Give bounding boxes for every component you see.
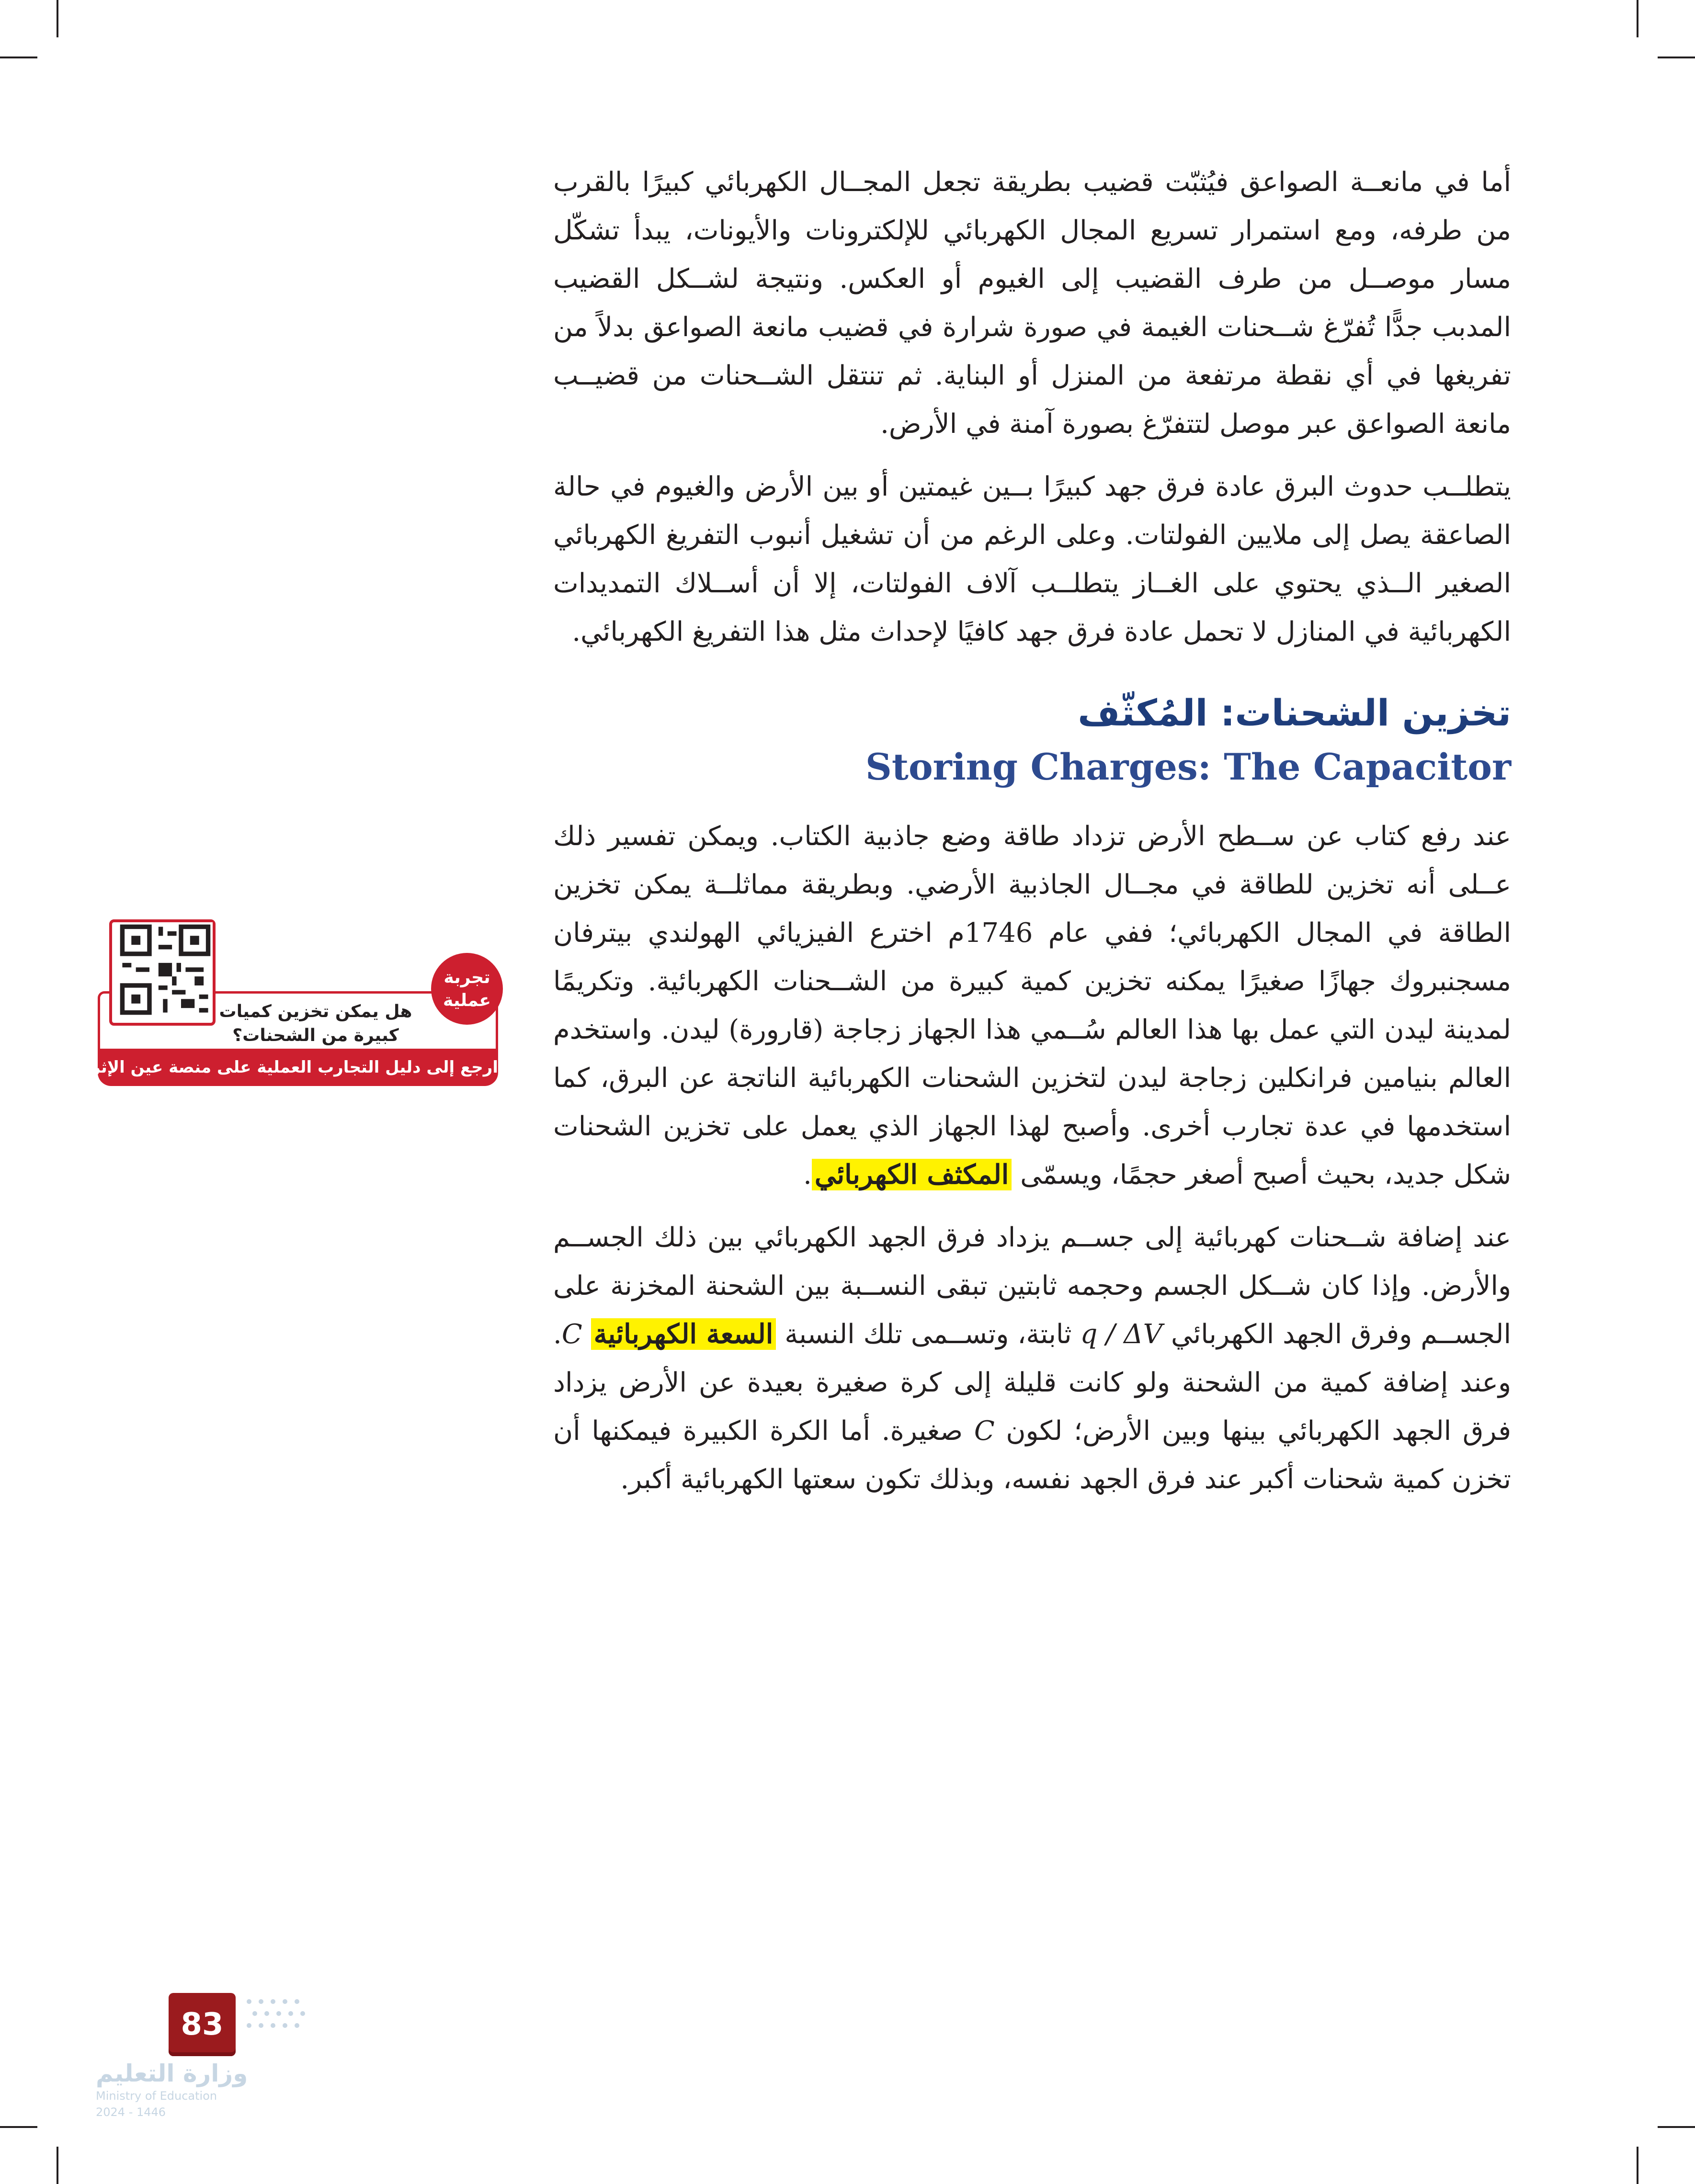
paragraph-capacitance (553, 1213, 1511, 1504)
capacitance-text-4: صغيرة. أما الكرة الكبيرة فيمكنها أن تخزن كمية شحنات أكبر عند فرق الجهد نفسه، وبذلك تكون سعتها الكهربائية أكبر. (553, 1415, 1511, 1495)
lab-footer-link[interactable]: ارجع إلى دليل التجارب العملية على منصة عين الإثرائية (98, 1049, 498, 1086)
symbol-c: C (561, 1319, 582, 1350)
ministry-year: 2024 - 1446 (96, 2105, 166, 2119)
capacitance-text-3: . وعند إضافة كمية من الشحنة ولو كانت قليلة إلى كرة صغيرة بعيدة عن الأرض يزداد فرق الجهد الكهربائي بينها وبين الأرض؛ لكون (553, 1319, 1512, 1447)
ministry-name-ar: وزارة التعليم (96, 2060, 248, 2087)
capacitance-text-2: ثابتة، وتســمى تلك النسبة (785, 1319, 1072, 1350)
crop-mark (1637, 2147, 1638, 2184)
page-number: 83 (169, 1993, 236, 2056)
ministry-dots-icon (239, 1992, 321, 2045)
lab-badge: تجربة عملية (431, 953, 503, 1025)
crop-mark (0, 57, 37, 58)
crop-mark (0, 2126, 37, 2128)
ministry-name-en: Ministry of Education (96, 2089, 217, 2103)
crop-mark (1658, 2126, 1695, 2128)
section-title-ar: تخزين الشحنات: المُكثّف (1078, 691, 1511, 734)
qr-code-icon[interactable] (109, 919, 216, 1026)
paragraph-lightning-voltage: يتطلــب حدوث البرق عادة فرق جهد كبيرًا بــين غيمتين أو بين الأرض والغيوم في حالة الصاعقة يصل إلى ملايين الفولتات. وعلى الرغم من أن تشغيل أنبوب التفريغ الكهربائي الصغير الــذي يحتوي على الغــاز يتطلــب آلاف الفولتات، إلا أن أســلاك التمديدات الكهربائية في المنازل لا تحمل عادة فرق جهد كافيًا لإحداث مثل هذا التفريغ الكهربائي. (553, 471, 1511, 647)
paragraph-capacitor-text: عند رفع كتاب عن ســطح الأرض تزداد طاقة وضع جاذبية الكتاب. ويمكن تفسير ذلك عــلى أنه تخزين للطاقة في مجــال الجاذبية الأرضي. وبطريقة مماثلــة يمكن تخزين الطاقة في المجال الكهربائي؛ ففي عام 1746م اخترع الفيزيائي الهولندي بيترفان مسجنبروك جهازًا صغيرًا يمكنه تخزين كمية كبيرة من الشــحنات الكهربائية. وتكريمًا لمدينة ليدن التي عمل بها هذا العالم سُــمي هذا الجهاز زجاجة (قارورة) ليدن. واستخدم العالم بنيامين فرانكلين زجاجة ليدن لتخزين الشحنات الكهربائية الناتجة عن البرق، كما استخدمها في عدة تجارب أخرى. وأصبح لهذا الجهاز الذي يعمل على تخزين الشحنات شكل جديد، بحيث أصبح أصغر حجمًا، ويسمّى (553, 821, 1512, 1190)
crop-mark (1637, 0, 1638, 37)
ratio-q-over-dv: q / ΔV (1080, 1319, 1163, 1350)
term-capacitance: السعة الكهربائية (591, 1318, 776, 1350)
main-text-column (553, 158, 1511, 1518)
symbol-c-2: C (974, 1415, 995, 1447)
lab-callout[interactable] (62, 919, 498, 1086)
paragraph-capacitor-end: . (803, 1159, 812, 1190)
capacitance-text-1: عند إضافة شــحنات كهربائية إلى جســم يزداد فرق الجهد الكهربائي بين ذلك الجســم والأرض. وإذا كان شــكل الجسم وحجمه ثابتين تبقى النســبة بين الشحنة المخزنة على الجســم وفرق الجهد الكهربائي (553, 1222, 1512, 1350)
crop-mark (1658, 57, 1695, 58)
crop-mark (57, 0, 58, 37)
paragraph-lightning-rod: أما في مانعــة الصواعق فيُثبّت قضيب بطريقة تجعل المجــال الكهربائي كبيرًا بالقرب من طرفه، ومع استمرار تسريع المجال الكهربائي للإلكترونات والأيونات، يبدأ تشكّل مسار موصــل من طرف القضيب إلى الغيوم أو العكس. ونتيجة لشــكل القضيب المدبب جدًّا تُفرّغ شــحنات الغيمة في صورة شرارة في قضيب مانعة الصواعق بدلاً من تفريغها في أي نقطة مرتفعة من المنزل أو البناية. ثم تنتقل الشــحنات من قضيــب مانعة الصواعق عبر موصل لتتفرّغ بصورة آمنة في الأرض. (553, 167, 1511, 440)
crop-mark (57, 2147, 58, 2184)
section-title-en: Storing Charges: The Capacitor (865, 746, 1511, 788)
paragraph-capacitor (553, 812, 1511, 1199)
term-capacitor: المكثف الكهربائي (812, 1159, 1012, 1190)
lab-question: هل يمكن تخزين كميات كبيرة من الشحنات؟ (219, 1002, 412, 1045)
